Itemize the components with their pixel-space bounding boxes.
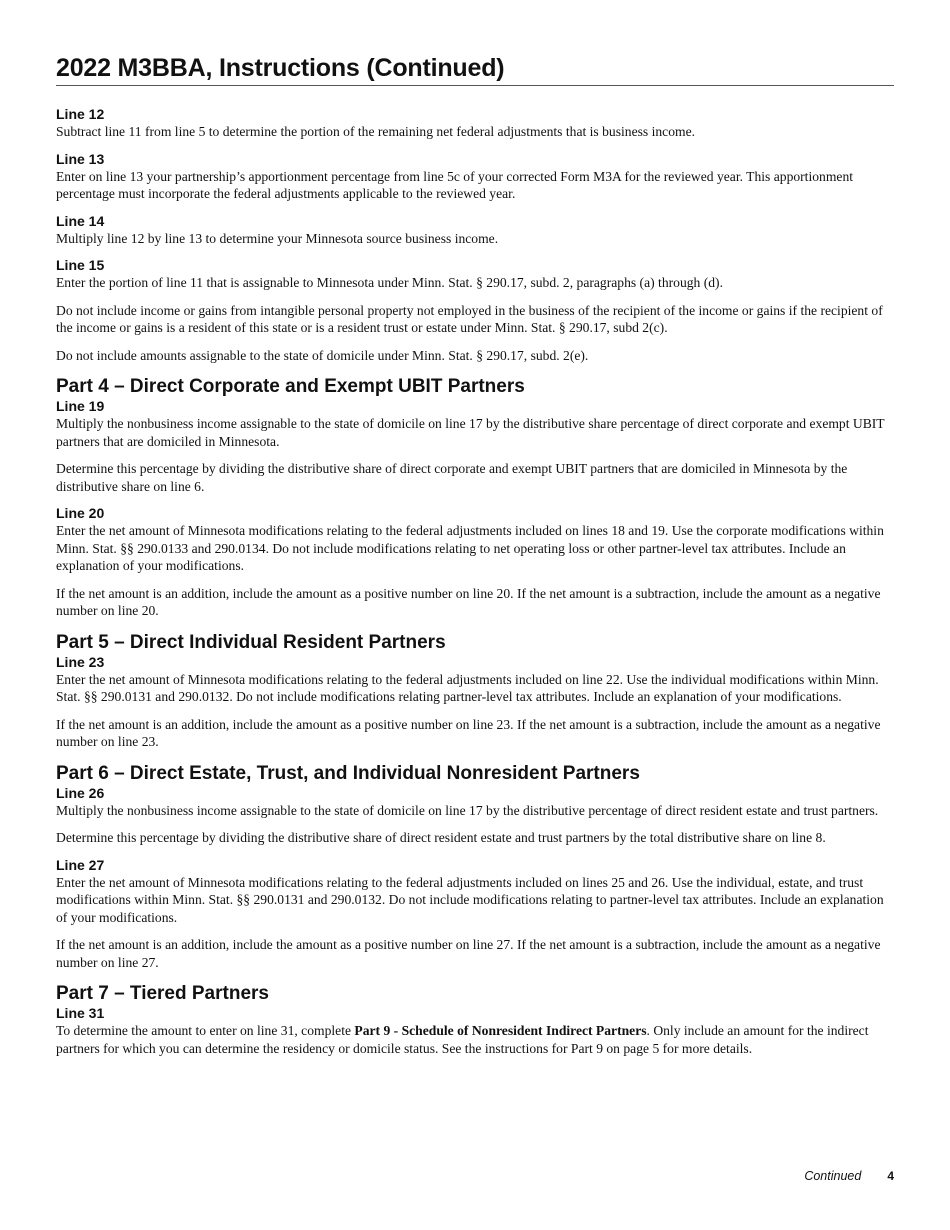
part-5-title: Part 5 – Direct Individual Resident Partners	[56, 631, 446, 653]
continued-label: Continued	[804, 1169, 862, 1183]
line-13-text: Enter on line 13 your partnership’s apportionment percentage from line 5c of your corrected Form M3A for the reviewed year. This apportionment percentage must incorporate the federal adjustments applicable to the reviewed year.	[56, 168, 854, 201]
line-27-heading: Line 27	[56, 856, 105, 873]
line-23-paragraph-1: Enter the net amount of Minnesota modifications relating to the federal adjustments included on line 22. Use the individual modifications within Minn. Stat. §§ 290.0131 and 290.0132. Do not include modifications relating partner-level tax attributes. Include an explanation of your modifications.	[56, 671, 879, 704]
line-23-paragraph-2: If the net amount is an addition, include the amount as a positive number on line 23. If the net amount is a subtraction, include the amount as a negative number on line 23.	[56, 716, 881, 749]
line-31-text-end: . Only include an amount for the indirect partners for which you can determine the residency or domicile status. See the instructions for Part 9 on page 5 for more details.	[56, 1023, 869, 1056]
line-19-paragraph-2: Determine this percentage by dividing the distributive share of direct corporate and exempt UBIT partners that are domiciled in Minnesota by the distributive share on line 6.	[56, 461, 848, 494]
line-31-heading: Line 31	[56, 1005, 105, 1021]
line-20-heading: Line 20	[56, 505, 105, 521]
line-20-paragraph-1: Enter the net amount of Minnesota modifications relating to the federal adjustments included on lines 18 and 19. Use the corporate modifications within Minn. Stat. §§ 290.0133 and 290.0134. Do not include modifications relating to net operating loss or other partner-level tax attributes. Include an explanation of your modifications.	[56, 523, 884, 573]
line-26-paragraph-1: Multiply the nonbusiness income assignable to the state of domicile on line 17 by the distributive percentage of direct resident estate and trust partners.	[56, 802, 879, 818]
line-26-heading: Line 26	[56, 784, 105, 801]
line-14-text: Multiply line 12 by line 13 to determine your Minnesota source business income.	[56, 230, 499, 246]
page-title: 2022 M3BBA, Instructions (Continued)	[56, 0, 894, 86]
page-footer	[56, 1169, 894, 1183]
line-15-paragraph-2: Do not include income or gains from intangible personal property not employed in the business of the recipient of the income or gains if the recipient of the income or gains is a resident of this state or is a resident trust or estate under Minn. Stat. § 290.17, subd 2(c).	[56, 302, 883, 335]
line-20-paragraph-2: If the net amount is an addition, include the amount as a positive number on line 20. If the net amount is a subtraction, include the amount as a negative number on line 20.	[56, 585, 881, 618]
part-4-title: Part 4 – Direct Corporate and Exempt UBIT Partners	[56, 376, 525, 397]
line-12-heading: Line 12	[56, 106, 105, 122]
line-19-heading: Line 19	[56, 398, 105, 414]
line-15-paragraph-3: Do not include amounts assignable to the state of domicile under Minn. Stat. § 290.17, subd. 2(e).	[56, 347, 589, 363]
line-15-heading: Line 15	[56, 257, 105, 273]
document-page	[56, 0, 894, 1183]
part-9-reference: Part 9 - Schedule of Nonresident Indirect Partners	[354, 1023, 647, 1038]
line-26-paragraph-2: Determine this percentage by dividing the distributive share of direct resident estate and trust partners by the total distributive share on line 8.	[56, 830, 826, 845]
line-31-text-start: To determine the amount to enter on line 31, complete	[56, 1023, 355, 1038]
line-27-paragraph-1: Enter the net amount of Minnesota modifications relating to the federal adjustments included on lines 25 and 26. Use the individual, estate, and trust modifications within Minn. Stat. §§ 290.0131 and 290.0132. Do not include modifications relating to partner-level tax attributes. Include an explanation of your modifications.	[56, 874, 884, 925]
line-12-text: Subtract line 11 from line 5 to determine the portion of the remaining net federal adjustments that is business income.	[56, 124, 695, 139]
line-27-paragraph-2: If the net amount is an addition, include the amount as a positive number on line 27. If the net amount is a subtraction, include the amount as a negative number on line 27.	[56, 937, 881, 970]
page-number: 4	[887, 1169, 894, 1183]
line-23-heading: Line 23	[56, 653, 105, 670]
instructions-content	[56, 86, 894, 1057]
line-31-paragraph	[56, 1022, 894, 1057]
line-13-heading: Line 13	[56, 150, 105, 167]
part-7-title: Part 7 – Tiered Partners	[56, 983, 269, 1004]
line-14-heading: Line 14	[56, 212, 105, 229]
part-6-title: Part 6 – Direct Estate, Trust, and Individual Nonresident Partners	[56, 762, 640, 784]
line-15-paragraph-1: Enter the portion of line 11 that is assignable to Minnesota under Minn. Stat. § 290.17, subd. 2, paragraphs (a) through (d).	[56, 275, 723, 290]
line-19-paragraph-1: Multiply the nonbusiness income assignable to the state of domicile on line 17 by the distributive share percentage of direct corporate and exempt UBIT partners that are domiciled in Minnesota.	[56, 416, 885, 449]
